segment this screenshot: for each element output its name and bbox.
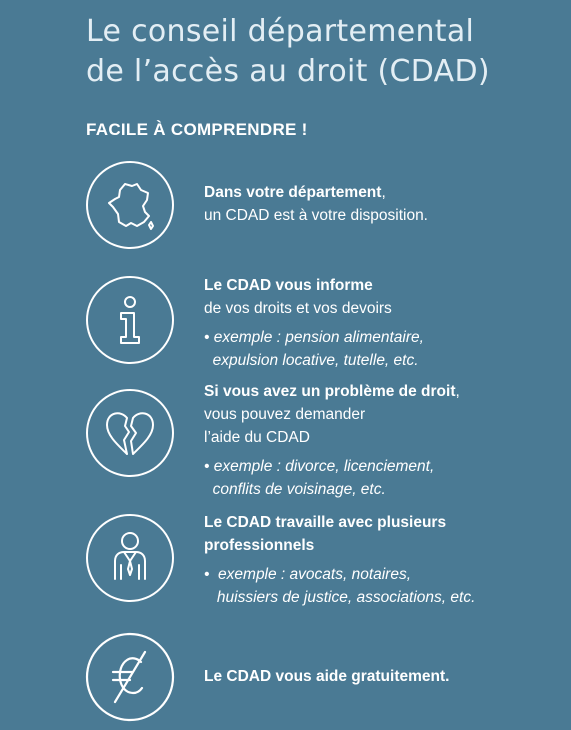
item-1-line-2: un CDAD est à votre disposition. [204,207,428,224]
item-4-line-2-bold: professionnels [204,537,315,554]
item-3-example-2: conflits de voisinage, etc. [204,481,386,498]
item-4-example-2: huissiers de justice, associations, etc. [204,589,476,606]
title-line-2: de l’accès au droit (CDAD) [86,54,490,89]
item-2-line-1-bold: Le CDAD vous informe [204,277,373,294]
item-4-line-1-bold: Le CDAD travaille avec plusieurs [204,514,447,531]
item-2-line-2: de vos droits et vos devoirs [204,300,392,317]
euro-crossed-icon [85,632,175,722]
page-subtitle: FACILE À COMPRENDRE ! [86,120,308,139]
item-2-example-2: expulsion locative, tutelle, etc. [204,352,419,369]
item-1-line-1-bold: Dans votre département [204,184,382,201]
professional-person-icon [85,513,175,603]
item-3-text [204,380,554,501]
broken-heart-icon [85,388,175,478]
item-5-line-1-bold: Le CDAD vous aide gratuitement. [204,668,450,685]
item-1-text [204,181,554,227]
item-5-text [204,665,554,688]
item-3-line-1-rest: , [455,383,460,400]
item-4-text [204,511,554,609]
item-1-line-1-rest: , [381,184,386,201]
item-3-line-3: l’aide du CDAD [204,429,310,446]
item-3-line-2: vous pouvez demander [204,406,366,423]
title-line-1: Le conseil départemental [86,14,475,49]
item-2-text [204,274,554,372]
item-3-example-1: • exemple : divorce, licenciement, [204,458,435,475]
item-3-line-1-bold: Si vous avez un problème de droit [204,383,456,400]
france-map-icon [85,160,175,250]
item-2-example-1: • exemple : pension alimentaire, [204,329,424,346]
page-title [86,12,556,92]
info-icon [85,275,175,365]
item-4-example-1: • exemple : avocats, notaires, [204,566,412,583]
